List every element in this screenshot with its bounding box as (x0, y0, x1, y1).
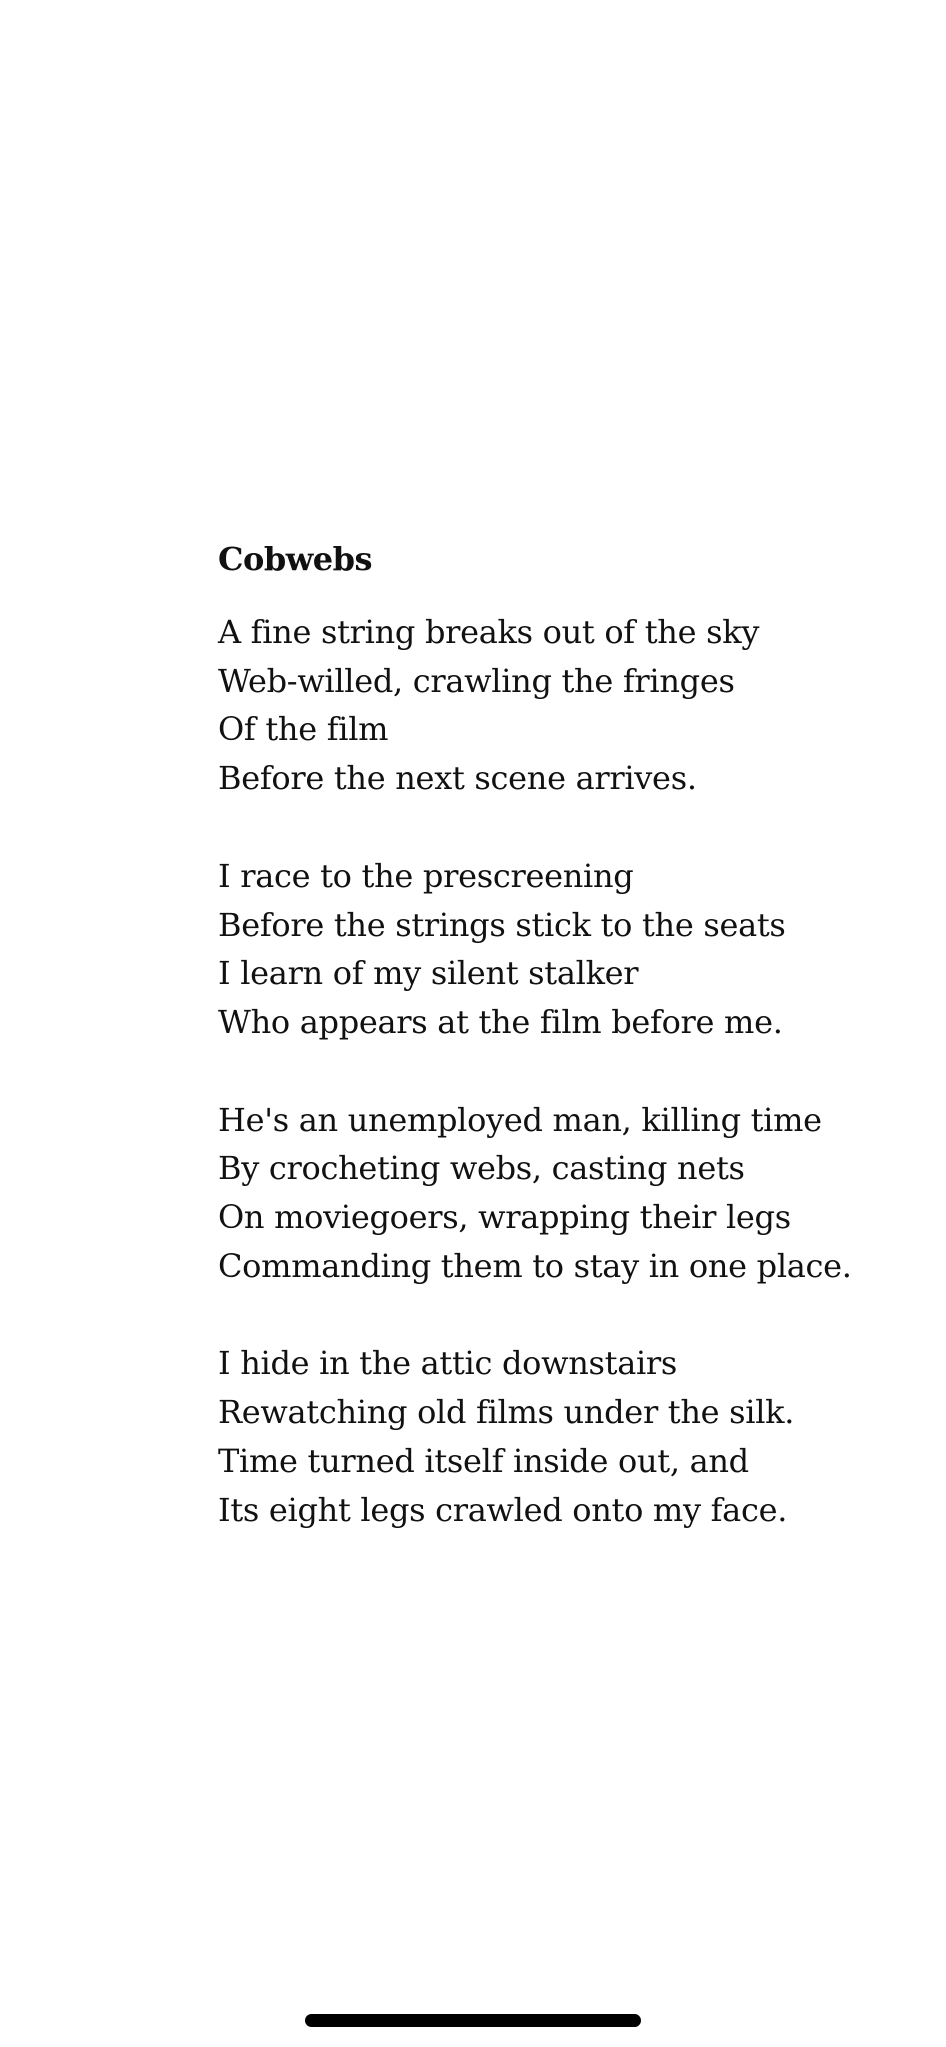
poem-title: Cobwebs (218, 540, 372, 578)
poem-line: A fine string breaks out of the sky (218, 613, 760, 651)
stanza-1 (218, 608, 918, 803)
poem-line: Rewatching old films under the silk. (218, 1393, 795, 1432)
poem-line: Before the strings stick to the seats (218, 905, 786, 944)
poem-line: I race to the prescreening (218, 856, 634, 895)
poem-line: Commanding them to stay in one place. (218, 1246, 852, 1285)
poem-line: Its eight legs crawled onto my face. (218, 1490, 788, 1529)
poem (218, 536, 918, 1583)
poem-line: Web-willed, crawling the fringes (218, 661, 735, 700)
poem-line: He's an unemployed man, killing time (218, 1100, 822, 1139)
stanza-2 (218, 852, 918, 1047)
poem-line: Before the next scene arrives. (218, 759, 697, 798)
poem-line: Of the film (218, 710, 389, 749)
poem-line: On moviegoers, wrapping their legs (218, 1198, 791, 1237)
stanza-3 (218, 1096, 918, 1291)
poem-line: I hide in the attic downstairs (218, 1344, 678, 1383)
poem-line: I learn of my silent stalker (218, 954, 639, 993)
poem-line: By crocheting webs, casting nets (218, 1149, 745, 1188)
stanza-4 (218, 1339, 918, 1534)
poem-line: Time turned itself inside out, and (218, 1441, 749, 1480)
poem-line: Who appears at the film before me. (218, 1002, 783, 1041)
home-indicator[interactable] (305, 2014, 641, 2027)
